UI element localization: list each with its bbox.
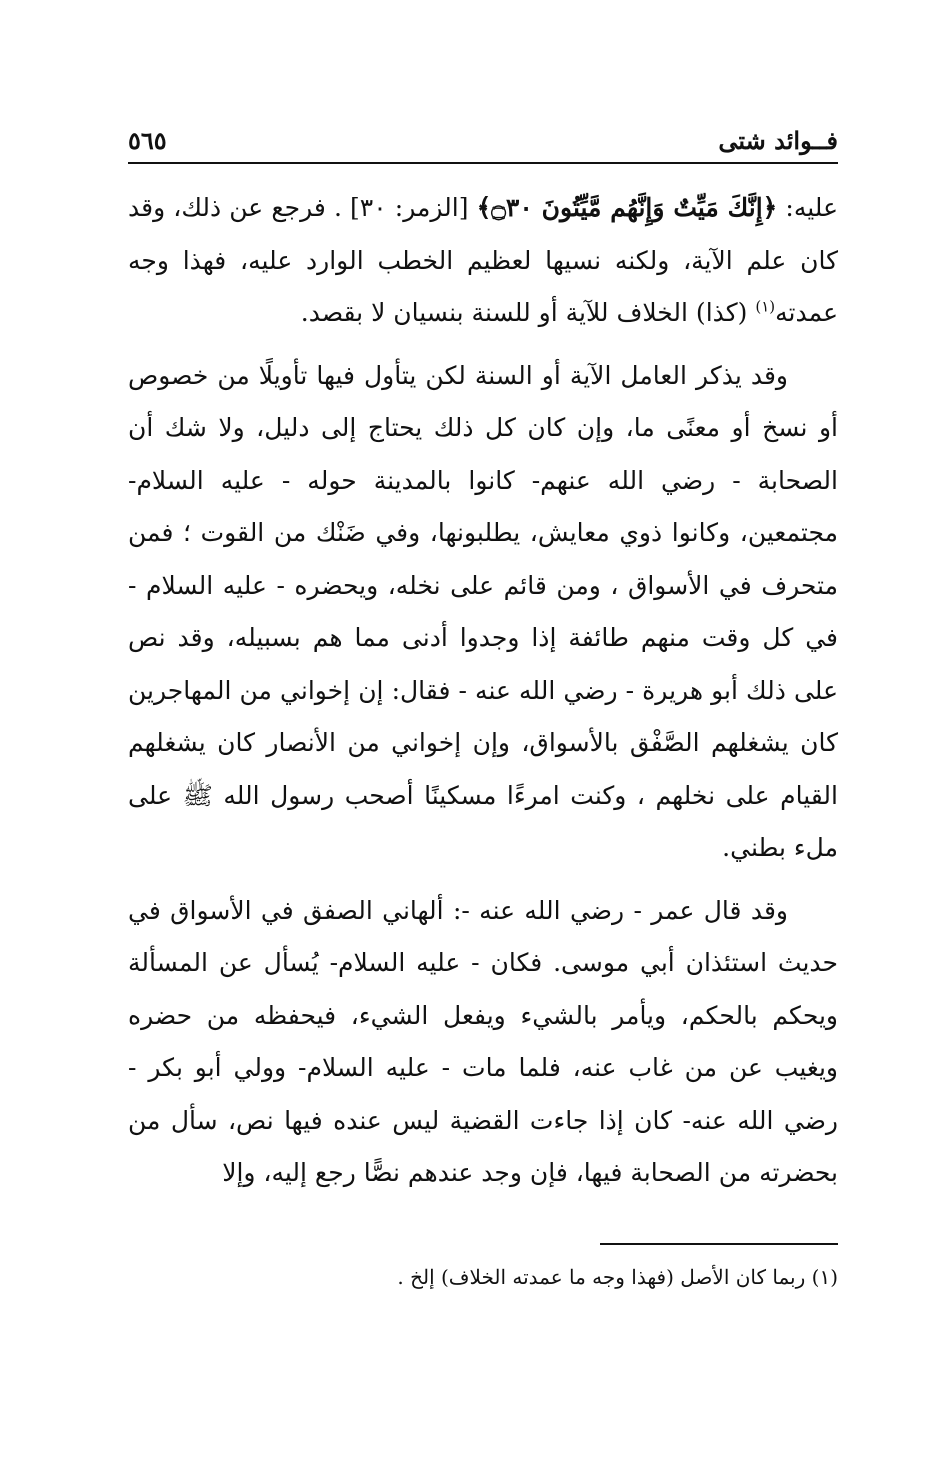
running-title: فــوائد شتى [718,126,838,155]
quran-verse: ﴿إِنَّكَ مَيِّتٌ وَإِنَّهُم مَّيِّتُونَ ۝٣٠﴾ [476,193,778,222]
paragraph-1-lead: عليه: [777,193,838,222]
page-header [128,118,838,158]
paragraph-1 [128,182,838,340]
paragraph-1-text: [الزمر: ٣٠] . فرجع عن ذلك، وقد كان علم الآية، ولكنه نسيها لعظيم الخطب الوارد عليه، فهذا وجه عمدته [128,193,838,327]
paragraph-2: وقد يذكر العامل الآية أو السنة لكن يتأول فيها تأويلًا من خصوص أو نسخ أو معنًى ما، وإن كان كل ذلك يحتاج إلى دليل، ولا شك أن الصحابة - رضي الله عنهم- كانوا بالمدينة حوله - عليه السلام- مجتمعين، وكانوا ذوي معايش، يطلبونها، وفي ضَنْك من القوت ؛ فمن متحرف في الأسواق ، ومن قائم على نخله، ويحضره - عليه السلام - في كل وقت منهم طائفة إذا وجدوا أدنى مما هم بسبيله، وقد نص على ذلك أبو هريرة - رضي الله عنه - فقال: إن إخواني من المهاجرين كان يشغلهم الصَّفْق بالأسواق، وإن إخواني من الأنصار كان يشغلهم القيام على نخلهم ، وكنت امرءًا مسكينًا أصحب رسول الله ﷺ على ملء بطني. [128,360,838,862]
footnote: (١) ربما كان الأصل (فهذا وجه ما عمدته الخلاف) إلخ . [397,1265,838,1289]
footnote-rule [600,1243,838,1245]
footnote-marker: (١) [755,297,776,316]
page-number: ٥٦٥ [128,126,167,155]
paragraph-3: وقد قال عمر - رضي الله عنه -: ألهاني الصفق في الأسواق في حديث استئذان أبي موسى. فكان - عليه السلام- يُسأل عن المسألة ويحكم بالحكم، ويأمر بالشيء ويفعل الشيء، فيحفظه من حضره ويغيب عن من غاب عنه، فلما مات - عليه السلام- وولي أبو بكر - رضي الله عنه- كان إذا جاءت القضية ليس عنده فيها نص، سأل من بحضرته من الصحابة فيها، فإن وجد عندهم نصًّا رجع إليه، وإلا [128,895,838,1187]
header-rule [128,162,838,164]
body-text [128,182,838,1210]
paragraph-1-tail: (كذا) الخلاف للآية أو للسنة بنسيان لا بقصد. [300,298,756,327]
